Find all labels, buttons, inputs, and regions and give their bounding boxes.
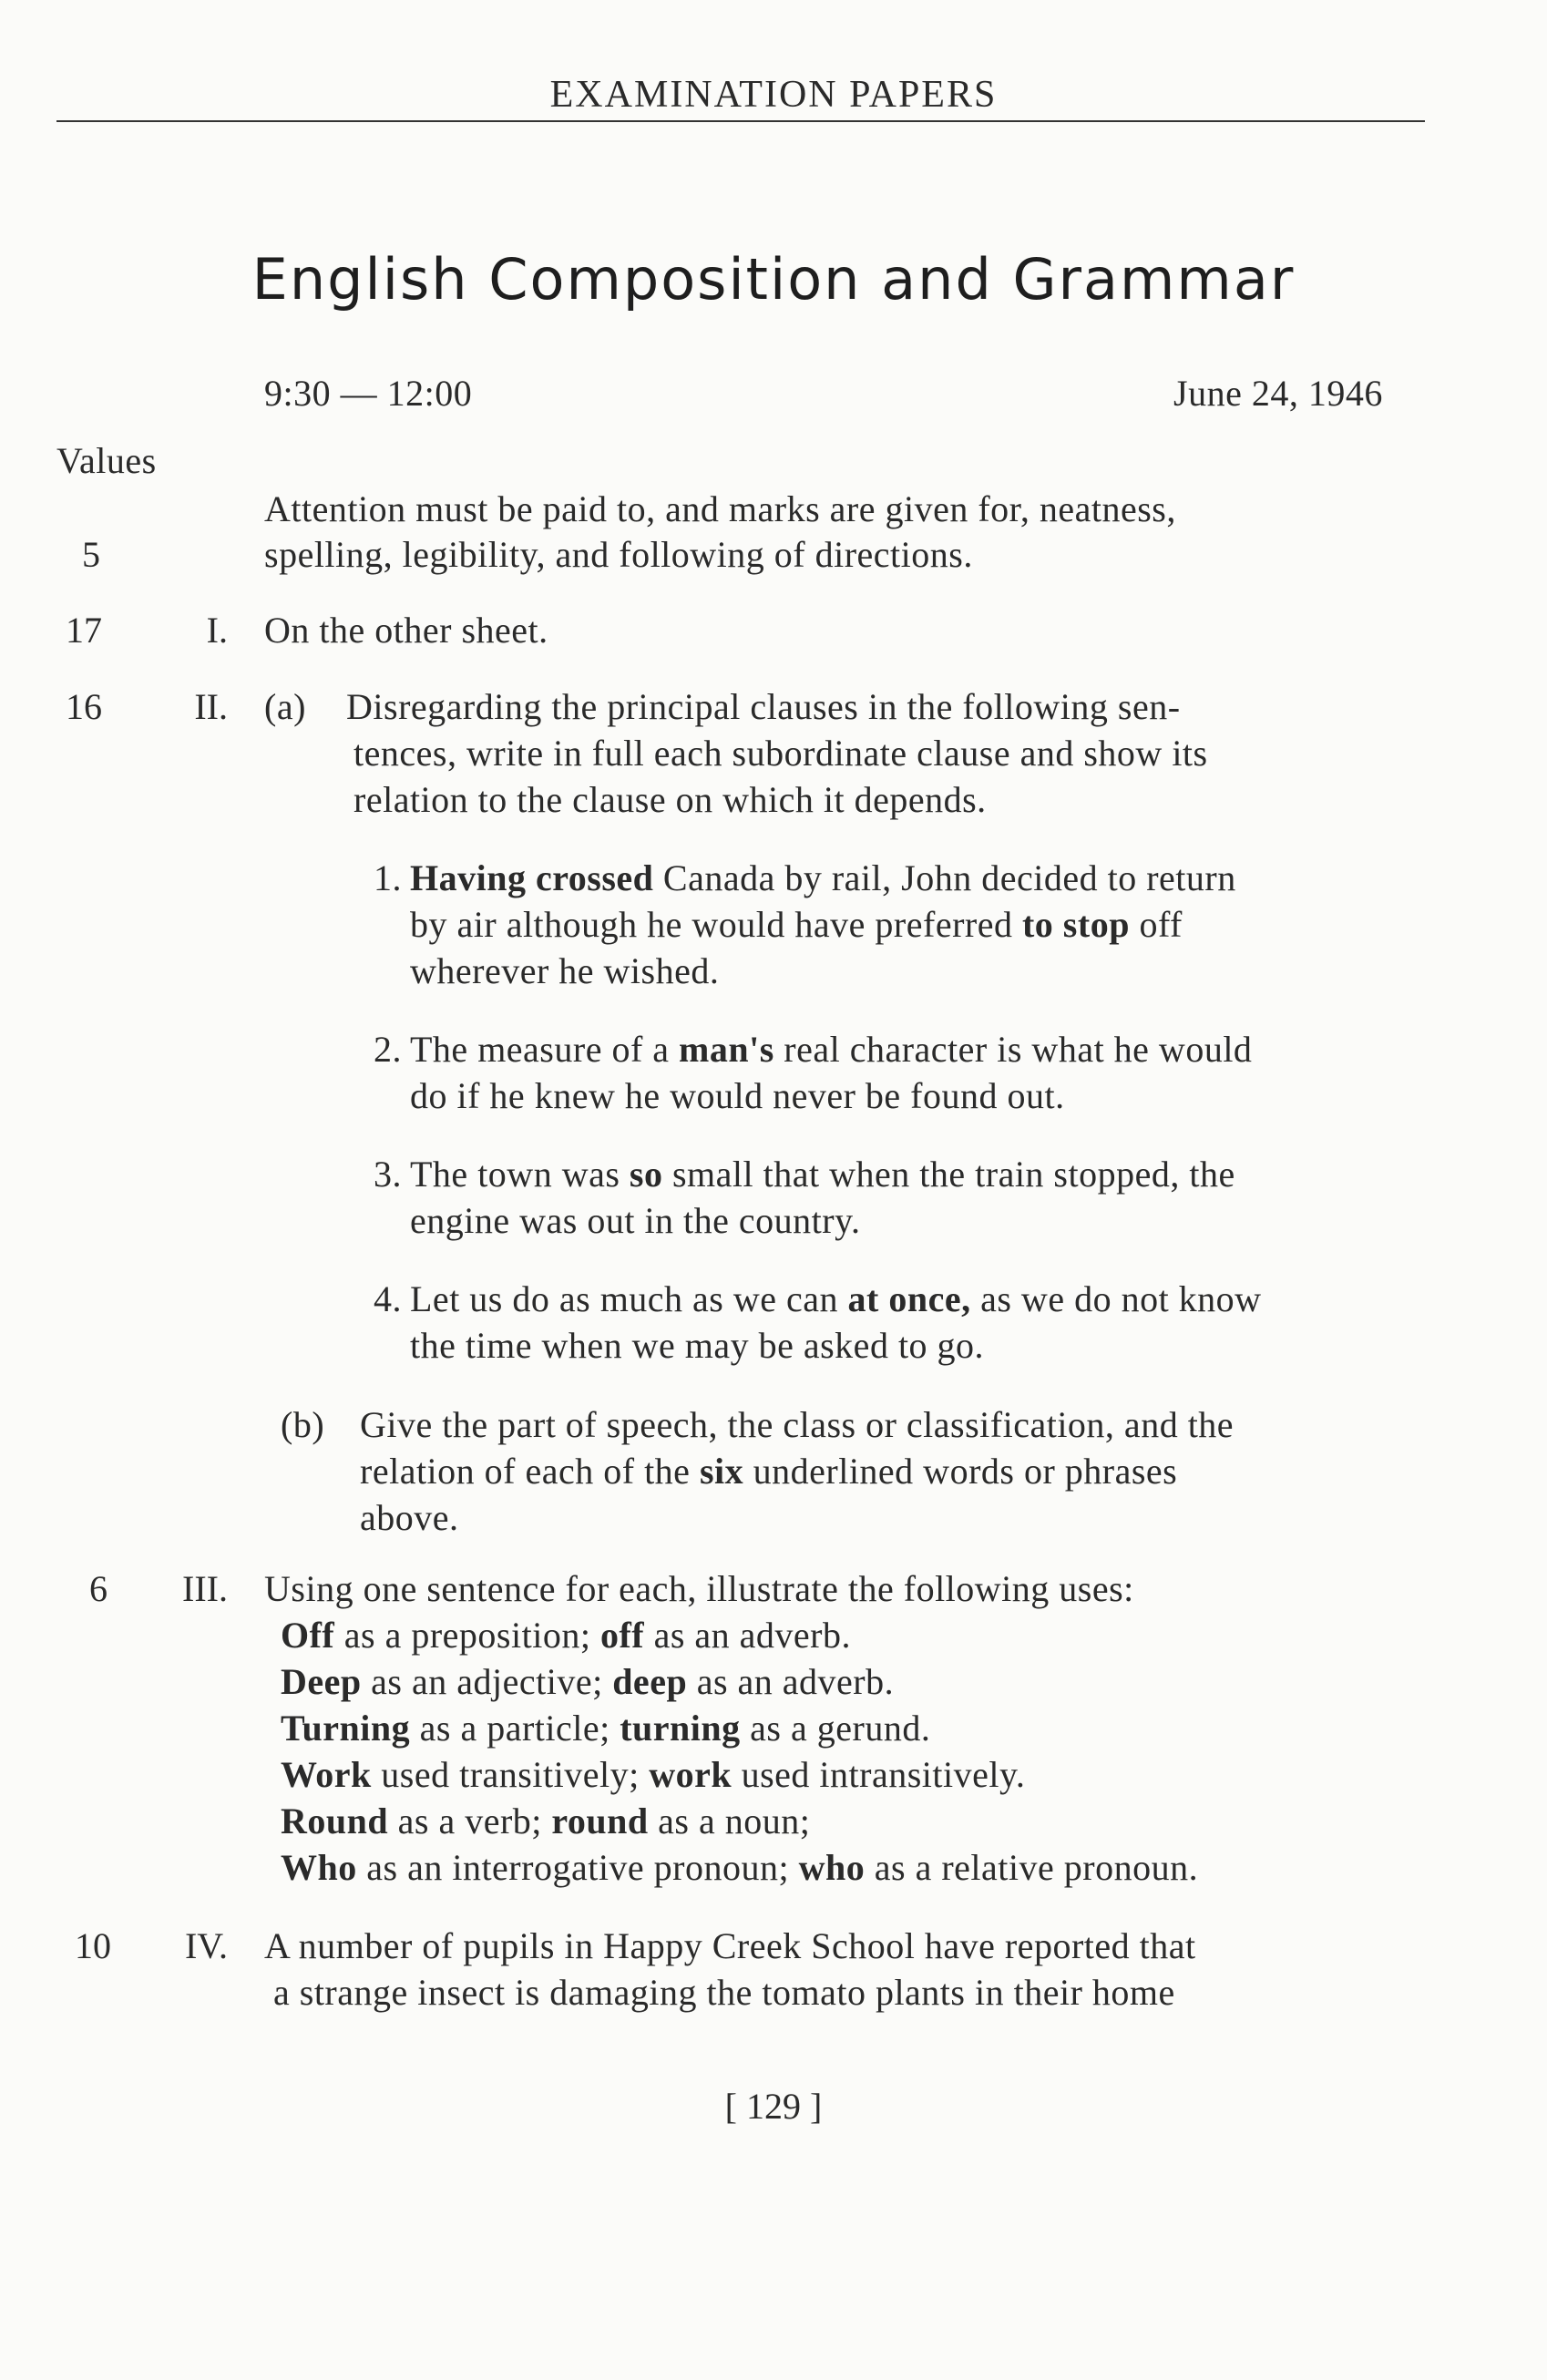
sentence-1-number: 1. <box>374 857 402 898</box>
sentence-text: small that when the train stopped, the <box>662 1154 1235 1195</box>
q2a-label: (a) <box>264 686 306 727</box>
use-word: Who <box>281 1847 357 1888</box>
intro-line-1: Attention must be paid to, and marks are given for, neatness, <box>264 488 1176 529</box>
use-word: off <box>599 1615 645 1656</box>
question-text: relation of each of the <box>360 1451 700 1492</box>
q3-use-6 <box>281 1846 1198 1889</box>
sentence-text: Let us do as much as we can <box>410 1278 848 1319</box>
sentence-2-line-2: do if he knew he would never be found out. <box>410 1075 1065 1116</box>
q4-value: 10 <box>75 1925 111 1966</box>
use-text: as a preposition; <box>334 1615 600 1656</box>
use-word: work <box>649 1754 733 1795</box>
sentence-2-line-1 <box>410 1028 1252 1071</box>
sentence-3-line-2: engine was out in the country. <box>410 1200 861 1241</box>
use-word: who <box>798 1847 866 1888</box>
running-head: EXAMINATION PAPERS <box>549 74 998 116</box>
sentence-4-number: 4. <box>374 1278 402 1319</box>
sentence-1-line-3: wherever he wished. <box>410 950 720 991</box>
q1-value: 17 <box>66 610 102 651</box>
use-text: as a verb; <box>388 1800 552 1841</box>
underlined-phrase: to stop <box>1021 904 1130 945</box>
underlined-phrase: Having crossed <box>410 857 654 898</box>
intro-line-2: spelling, legibility, and following of directions. <box>264 534 973 575</box>
underlined-phrase: so <box>629 1154 663 1195</box>
q4-line-1: A number of pupils in Happy Creek School have reported that <box>264 1925 1196 1966</box>
q2a-line-3: relation to the clause on which it depends. <box>353 779 987 820</box>
sentence-3-number: 3. <box>374 1154 402 1195</box>
q3-numeral: III. <box>182 1568 228 1609</box>
exam-date: June 24, 1946 <box>1173 373 1383 414</box>
q3-value: 6 <box>89 1568 108 1609</box>
sentence-text: The measure of a <box>410 1029 680 1070</box>
exam-time: 9:30 — 12:00 <box>264 373 473 414</box>
q4-line-2: a strange insect is damaging the tomato plants in their home <box>273 1972 1175 2013</box>
q3-use-1 <box>281 1614 851 1657</box>
underlined-phrase: man's <box>679 1029 774 1070</box>
q2b-line-3: above. <box>360 1497 459 1538</box>
intro-value: 5 <box>82 534 100 575</box>
use-word: Turning <box>281 1708 411 1749</box>
sentence-text: real character is what he would <box>774 1029 1253 1070</box>
use-word: deep <box>612 1661 688 1702</box>
use-word: turning <box>620 1708 741 1749</box>
q2-numeral: II. <box>194 686 228 727</box>
q4-numeral: IV. <box>184 1925 228 1966</box>
sentence-3-line-1 <box>410 1153 1235 1195</box>
sentence-1-line-2 <box>410 903 1183 946</box>
sentence-4-line-2: the time when we may be asked to go. <box>410 1325 985 1366</box>
q3-use-5 <box>281 1800 810 1842</box>
q2b-line-2 <box>360 1450 1177 1493</box>
header-rule <box>56 120 1425 122</box>
use-text: as an adverb. <box>687 1661 895 1702</box>
use-word: Deep <box>281 1661 362 1702</box>
q2b-label: (b) <box>281 1404 325 1445</box>
q3-intro: Using one sentence for each, illustrate the following uses: <box>264 1568 1134 1609</box>
q1-numeral: I. <box>206 610 228 651</box>
use-text: as a gerund. <box>740 1708 931 1749</box>
use-text: used transitively; <box>371 1754 650 1795</box>
q2a-line-1: Disregarding the principal clauses in the following sen- <box>346 686 1181 727</box>
use-word: round <box>551 1800 649 1841</box>
use-word: Off <box>281 1615 335 1656</box>
use-text: as a particle; <box>410 1708 620 1749</box>
q2a-line-2: tences, write in full each subordinate clause and show its <box>353 733 1208 774</box>
use-text: as an adverb. <box>644 1615 851 1656</box>
sentence-text: as we do not know <box>970 1278 1262 1319</box>
q3-use-3 <box>281 1707 930 1749</box>
sentence-text: Canada by rail, John decided to return <box>653 857 1236 898</box>
q1-text: On the other sheet. <box>264 610 548 651</box>
emphasis: six <box>699 1451 744 1492</box>
q3-use-4 <box>281 1753 1025 1796</box>
sentence-text: The town was <box>410 1154 630 1195</box>
q2-value: 16 <box>66 686 102 727</box>
underlined-phrase: at once, <box>847 1278 971 1319</box>
use-word: Round <box>281 1800 389 1841</box>
sentence-1-line-1 <box>410 857 1236 899</box>
sentence-text: off <box>1129 904 1183 945</box>
q2b-line-1: Give the part of speech, the class or classification, and the <box>360 1404 1235 1445</box>
use-text: used intransitively. <box>732 1754 1026 1795</box>
use-text: as an interrogative pronoun; <box>356 1847 799 1888</box>
question-text: underlined words or phrases <box>743 1451 1178 1492</box>
values-label: Values <box>56 440 157 481</box>
q3-use-2 <box>281 1660 894 1703</box>
use-text: as an adjective; <box>361 1661 613 1702</box>
sentence-4-line-1 <box>410 1277 1262 1320</box>
sentence-2-number: 2. <box>374 1029 402 1070</box>
page-title: English Composition and Grammar <box>251 246 1296 313</box>
use-word: Work <box>281 1754 372 1795</box>
use-text: as a relative pronoun. <box>865 1847 1199 1888</box>
sentence-text: by air although he would have preferred <box>410 904 1022 945</box>
use-text: as a noun; <box>648 1800 811 1841</box>
page-number: [ 129 ] <box>724 2086 823 2127</box>
